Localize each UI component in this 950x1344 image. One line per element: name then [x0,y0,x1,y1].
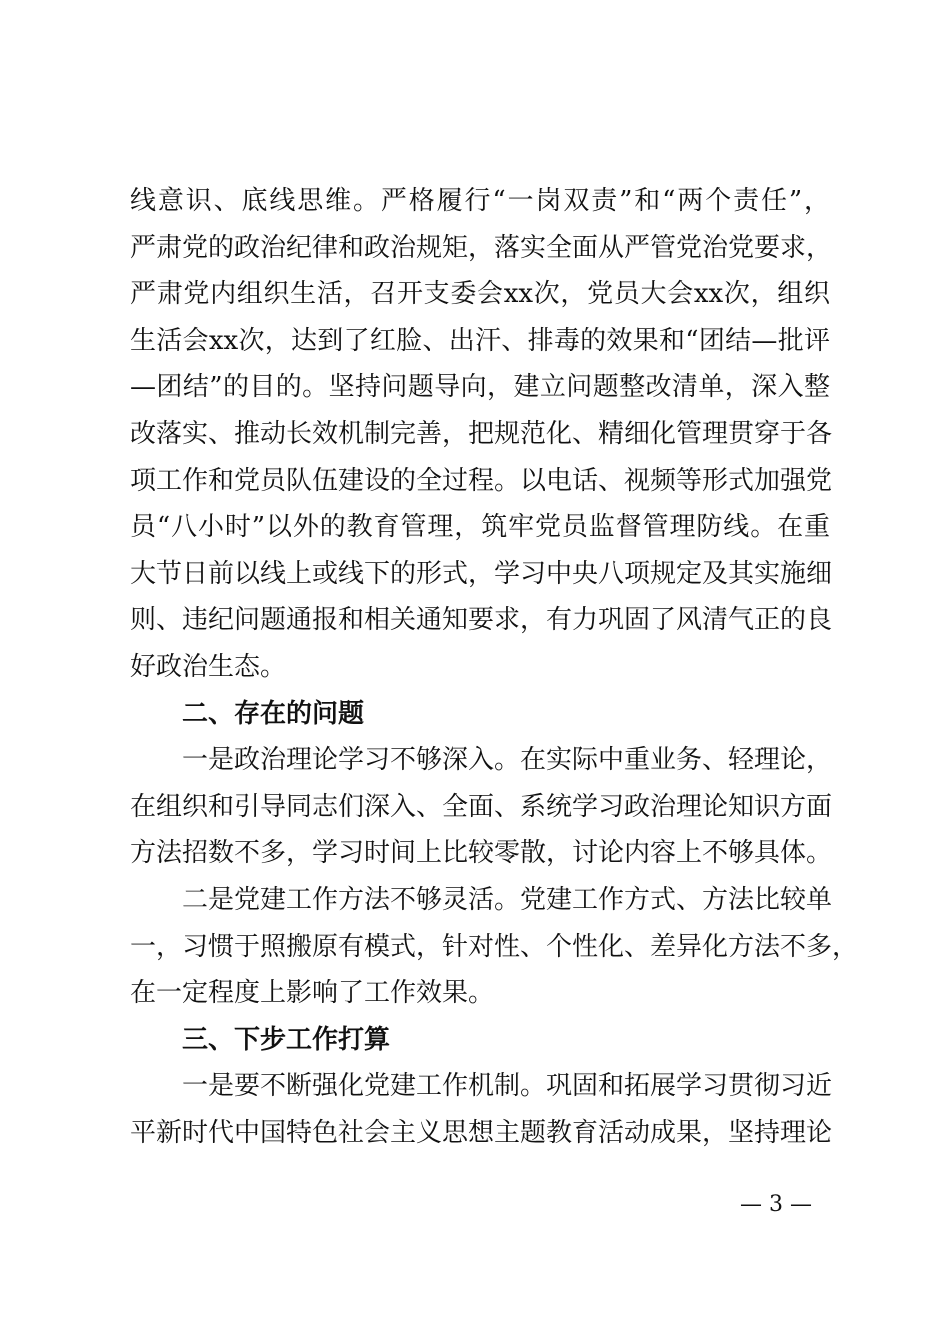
body-text [130,178,859,1156]
text-line: 一，习惯于照搬原有模式，针对性、个性化、差异化方法不多， [130,931,859,962]
text-line: 方法招数不多，学习时间上比较零散，讨论内容上不够具体。 [130,838,833,869]
text-line: 严肃党内组织生活，召开支委会xx次，党员大会xx次，组织 [130,279,830,310]
text-line: 一是要不断强化党建工作机制。巩固和拓展学习贯彻习近 [182,1071,833,1102]
text-line: 一是政治理论学习不够深入。在实际中重业务、轻理论， [182,745,833,776]
text-line: —团结”的目的。坚持问题导向，建立问题整改清单，深入整 [130,372,830,403]
section-heading: 二、存在的问题 [182,698,365,729]
text-line: 在一定程度上影响了工作效果。 [130,978,495,1009]
section-heading: 三、下步工作打算 [182,1024,391,1055]
text-line: 在组织和引导同志们深入、全面、系统学习政治理论知识方面 [130,791,833,822]
text-line: 员“八小时”以外的教育管理，筑牢党员监督管理防线。在重 [130,512,830,543]
text-line: 二是党建工作方法不够灵活。党建工作方式、方法比较单 [182,884,833,915]
text-line: 则、违纪问题通报和相关通知要求，有力巩固了风清气正的良 [130,605,833,636]
text-line: 项工作和党员队伍建设的全过程。以电话、视频等形式加强党 [130,465,833,496]
text-line: 好政治生态。 [130,651,287,682]
text-line: 生活会xx次，达到了红脸、出汗、排毒的效果和“团结—批评 [130,325,830,356]
text-line: 改落实、推动长效机制完善，把规范化、精细化管理贯穿于各 [130,418,833,449]
text-line: 大节日前以线上或线下的形式，学习中央八项规定及其实施细 [130,558,833,589]
text-line: 线意识、底线思维。严格履行“一岗双责”和“两个责任”， [130,186,830,216]
page-number: — 3 — [740,1192,812,1217]
text-line: 严肃党的政治纪律和政治规矩，落实全面从严管党治党要求， [130,232,833,263]
text-line: 平新时代中国特色社会主义思想主题教育活动成果，坚持理论 [130,1117,833,1148]
